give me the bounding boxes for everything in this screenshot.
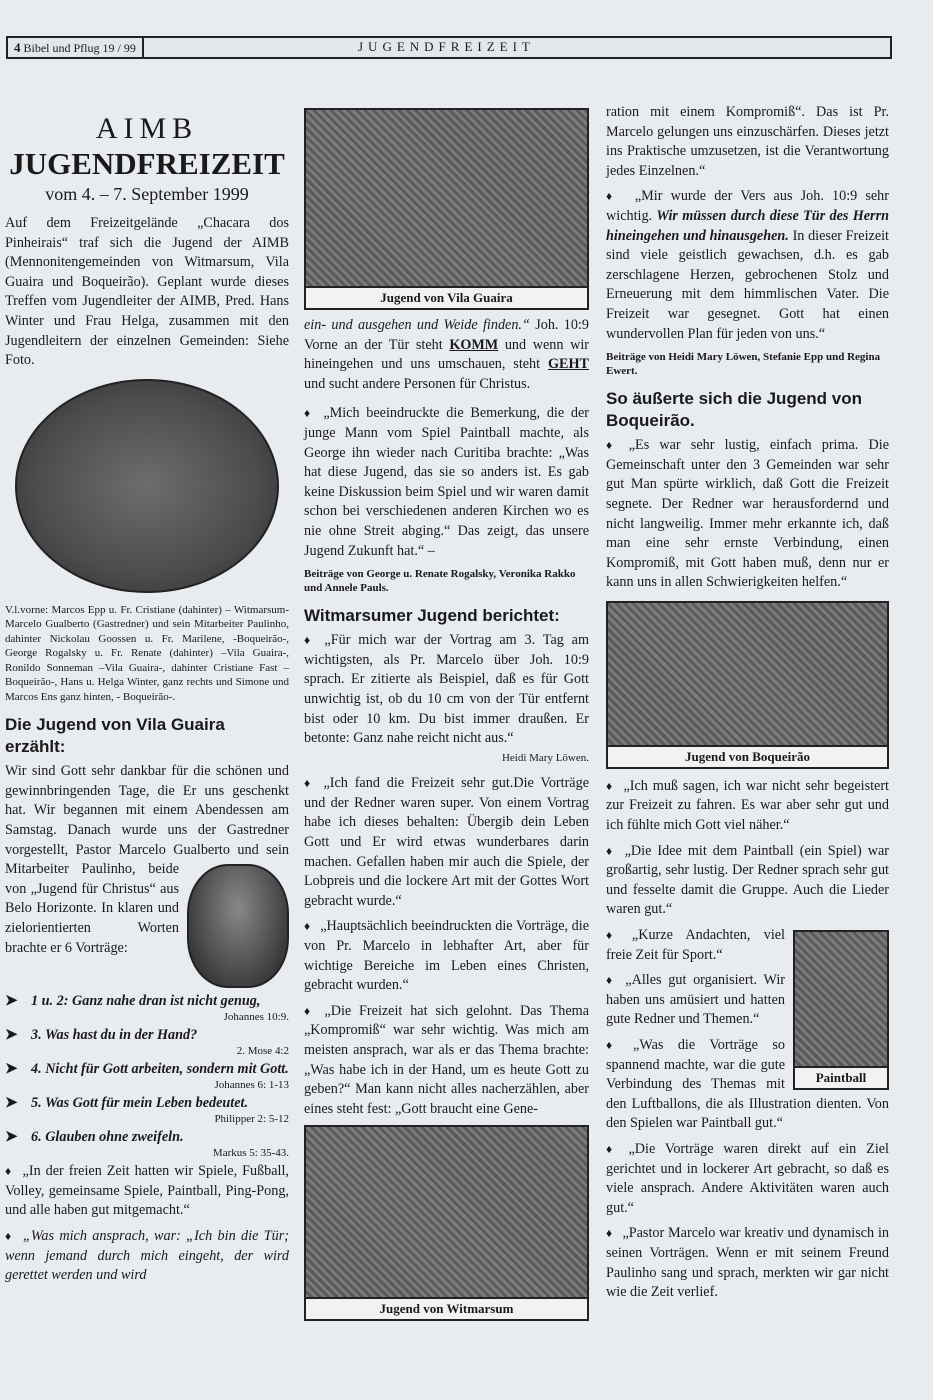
speaker-photo [187, 864, 289, 988]
credit-vila-guaira: Beiträge von George u. Renate Rogalsky, Veronika Rakko und Annele Pauls. [304, 568, 576, 595]
vila-guaira-text-b: und sein Mitarbeiter Paulinho, beide von „Jugend für Christus“ aus Belo Horizonte. In klaren und zielorientierten Worten brachte er 6 Vorträge: [5, 841, 289, 956]
photo-boqueirao [606, 601, 889, 769]
article-title-aimb: AIMB [95, 112, 199, 145]
photo-vila-guaira [304, 108, 589, 310]
column-2 [304, 108, 589, 1321]
quote-start-paragraph: ♦ „Was mich ansprach, war: „Ich bin die Tür; wenn jemand durch mich eingeht, der wird gerettet werden und wird [5, 1227, 289, 1286]
vers-emphasis: Wir müssen durch diese Tür des Herrn hineingehen und hinausgehen. [606, 207, 889, 244]
boqueirao-quote-1: ♦ „Es war sehr lustig, einfach prima. Die Gemeinschaft unter den 3 Gemeinden war sehr gut Man spürte wirklich, daß Gott die Freizeit segnete. Der Redner war herausfordernd und nicht langweilig. Immer mehr erkannte ich, daß man eine sehr ernste Verbindung, einen Kompromiß, mit Gott haben muß, denn nur er kann uns in allen Schwierigkeiten helfen.“ [606, 436, 889, 593]
article-title-main: JUGENDFREIZEIT [9, 146, 285, 181]
boqueirao-quote-8: ♦ „Pastor Marcelo war kreativ und dynamisch in seinen Vorträgen. Wenn er mit seinem Freund Paulinho sang und sprach, merkten wir gar nicht wie die Zeit verlief. [606, 1224, 889, 1302]
paintball-remark: ♦ „Mich beeindruckte die Bemerkung, die der junge Mann vom Spiel Paintball machte, als George ihn wieder nach Curitiba brachte: „Was hat diese Jugend, das sie so anders ist. Es gab keine Diskussion beim Spiel und wir waren damit schon bei verschiedenen anderen Kirchen wo es nie ohne Streit abging.“ Das zeigt, das unsere Jugend Zukunft hat.“ – [304, 404, 589, 561]
boqueirao-quote-4: ♦ „Kurze Andachten, viel freie Zeit für Sport.“ [606, 926, 889, 965]
talk-list [5, 992, 289, 1160]
boqueirao-quote-6: ♦ „Was die Vorträge so spannend machte, war die gute Verbindung des Themas mit den Luftballons, die als Illustration dienten. Von den Spielen war Paintball gut.“ [606, 1036, 889, 1134]
boqueirao-quote-5: ♦ „Alles gut organisiert. Wir haben uns amüsiert und hatten gute Redner und Themen.“ [606, 971, 889, 1030]
vers-paragraph: ♦ „Mir wurde der Vers aus Joh. 10:9 sehr wichtig. Wir müssen durch diese Tür des Herrn hineingehen und hinausgehen. In dieser Freizeit sind viele geistlich gewachsen, d.h. es gab zerschlagene Herzen, gebrochenen Stolz und Erneuerung mit dem himmlischen Vater. Die Freizeit war gesegnet. Gott hat einen wundervollen Plan für jeden von uns.“ [606, 187, 889, 344]
vila-guaira-text [5, 762, 289, 958]
intro-paragraph: Auf dem Freizeitgelände „Chacara dos Pinheirais“ traf sich die Jugend der AIMB (Mennonitengemeinden von Witmarsum, Vila Guaira und Boqueirão). Geplant wurde dieses Treffen vom Jugendleiter der AIMB, Pred. Hans Winter und Frau Helga, zusammen mit den Jugendleitern der einzelnen Gemeinden: Siehe Foto. [5, 215, 289, 369]
quote-end: ein- und ausgehen und Weide finden.“ [304, 317, 530, 333]
joh-paragraph: ein- und ausgehen und Weide finden.“ Joh. 10:9 Vorne an der Tür steht KOMM und wenn wir hineingehen und uns umschauen, steht GEHT und sucht andere Personen für Christus. [304, 317, 590, 392]
group-photo-caption: V.l.vorne: Marcos Epp u. Fr. Cristiane (dahinter) – Witmarsum- Marcelo Gualberto (Gastredner) und sein Mitarbeiter Paulinho, dahinter Nickolau Goossen u. Fr. Marilene, -Boqueirão-, George Rogalsky u. Fr. Renate (dahinter) –Vila Guaira-, Ronildo Sonneman –Vila Guaira-, dahinter Cristiane Fast –Boqueirão-, Hans u. Helga Winter, ganz rechts und Simone und Marcos Ens ganz hinten, - Boqueirão-. [5, 603, 289, 703]
kompromiss-paragraph: ration mit einem Kompromiß“. Das ist Pr. Marcelo gelungen uns einzuschärfen. Dieses jetzt ins Praktische umzusetzen, ist die Verantwortung jedes Einzelnen.“ [606, 104, 889, 179]
publication-name: Bibel und Pflug 19 / 99 [23, 41, 136, 55]
witmarsum-heading: Witmarsumer Jugend berichtet: [304, 606, 560, 626]
talk-item: ➤ 4. Nicht für Gott arbeiten, sondern mit Gott. Johannes 6: 1-13 [5, 1061, 289, 1092]
photo-vila-guaira-caption: Jugend von Vila Guaira [306, 286, 587, 308]
talk-item: ➤ 5. Was Gott für mein Leben bedeutet. Philipper 2: 5-12 [5, 1095, 289, 1126]
boqueirao-quote-3: ♦ „Die Idee mit dem Paintball (ein Spiel) war großartig, sehr lustig. Der Redner sprach sehr gut und fesselte damit die Gruppe. Auch die Lieder waren gut.“ [606, 842, 889, 920]
boqueirao-heading: So äußerte sich die Jugend von Boqueirão. [606, 389, 862, 431]
witmarsum-quote-2: ♦ „Ich fand die Freizeit sehr gut.Die Vorträge und der Redner waren super. Von einem Vortrag habe ich dieses behalten: Übergib dein Leben Gott und Er wird etwas wunderbares darin machen. Gefallen haben mir auch die Spiele, der Lobpreis und die lockere Art mit der Gottes Wort gebracht wurde.“ [304, 774, 589, 911]
vila-guaira-heading: Die Jugend von Vila Guaira erzählt: [5, 715, 225, 757]
witmarsum-quote-4: ♦ „Die Freizeit hat sich gelohnt. Das Thema „Kompromiß“ war sehr wichtig. Was mich am meisten ansprach, war als er das Thema brachte: „Was habe ich in der Hand, um es heute Gott zu geben?“ Man kann nicht alles nacherzählen, aber eines steht fest: „Gott braucht eine Gene- [304, 1002, 589, 1120]
vila-guaira-text-a: Wir sind Gott sehr dankbar für die schönen und gewinnbringenden Tage, die Er uns geschenkt hat. Wir begannen mit einem Abendessen am Samstag. Danach wurde uns der Gastredner vorgestellt, Pastor Marcelo Gualberto [5, 763, 289, 858]
boqueirao-quote-7: ♦ „Die Vorträge waren direkt auf ein Ziel gerichtet und in lockerer Art gebracht, so daß es viele ansprach. Andere Aktivitäten waren auch gut.“ [606, 1140, 889, 1218]
credit-witmarsum: Beiträge von Heidi Mary Löwen, Stefanie Epp und Regina Ewert. [606, 351, 881, 378]
talk-item: ➤ 6. Glauben ohne zweifeln. Markus 5: 35-43. [5, 1129, 289, 1160]
section-title: JUGENDFREIZEIT [358, 39, 535, 54]
photo-witmarsum [304, 1125, 589, 1321]
geht-word: GEHT [548, 356, 589, 373]
photo-witmarsum-caption: Jugend von Witmarsum [306, 1297, 587, 1319]
header-issue [8, 38, 144, 57]
free-time-paragraph: ♦ „In der freien Zeit hatten wir Spiele, Fußball, Volley, gemeinsame Spiele, Paintball, Ping-Pong, und alle haben gut mitgemacht.“ [5, 1162, 289, 1221]
photo-paintball-caption: Paintball [795, 1066, 887, 1088]
komm-word: KOMM [449, 336, 499, 353]
boqueirao-quote-2: ♦ „Ich muß sagen, ich war nicht sehr begeistert zur Freizeit zu fahren. Es war aber sehr gut und ich fühlte mich Gott viel näher.“ [606, 777, 889, 836]
talk-item: ➤ 1 u. 2: Ganz nahe dran ist nicht genug, Johannes 10:9. [5, 993, 289, 1024]
witmarsum-quote-1: ♦ „Für mich war der Vortrag am 3. Tag am wichtigsten, als Pr. Marcelo über Joh. 10:9 sprach. Er zitierte als Beispiel, daß es für Gott unwichtig ist, ob du 10 cm von der Tür entfernt bist oder 10 km. Du bist immer draußen. Er betonte: Ganz nahe reicht nicht aus.“ [304, 631, 589, 749]
column-1 [5, 110, 289, 1292]
photo-boqueirao-caption: Jugend von Boqueirão [608, 745, 887, 767]
talk-item: ➤ 3. Was hast du in der Hand? 2. Mose 4:2 [5, 1027, 289, 1058]
page-header [6, 36, 892, 59]
witmarsum-author-1: Heidi Mary Löwen. [501, 751, 589, 764]
article-dateline: vom 4. – 7. September 1999 [45, 184, 249, 204]
group-photo [15, 379, 279, 593]
witmarsum-quote-3: ♦ „Hauptsächlich beeindruckten die Vorträge, die von Pr. Marcelo in lebhafter Art, aber für wichtige Bereiche im Leben eines Christen, gebracht wurden.“ [304, 917, 589, 995]
column-3 [606, 103, 889, 1309]
photo-paintball [793, 930, 889, 1090]
page-number: 4 [14, 40, 21, 55]
